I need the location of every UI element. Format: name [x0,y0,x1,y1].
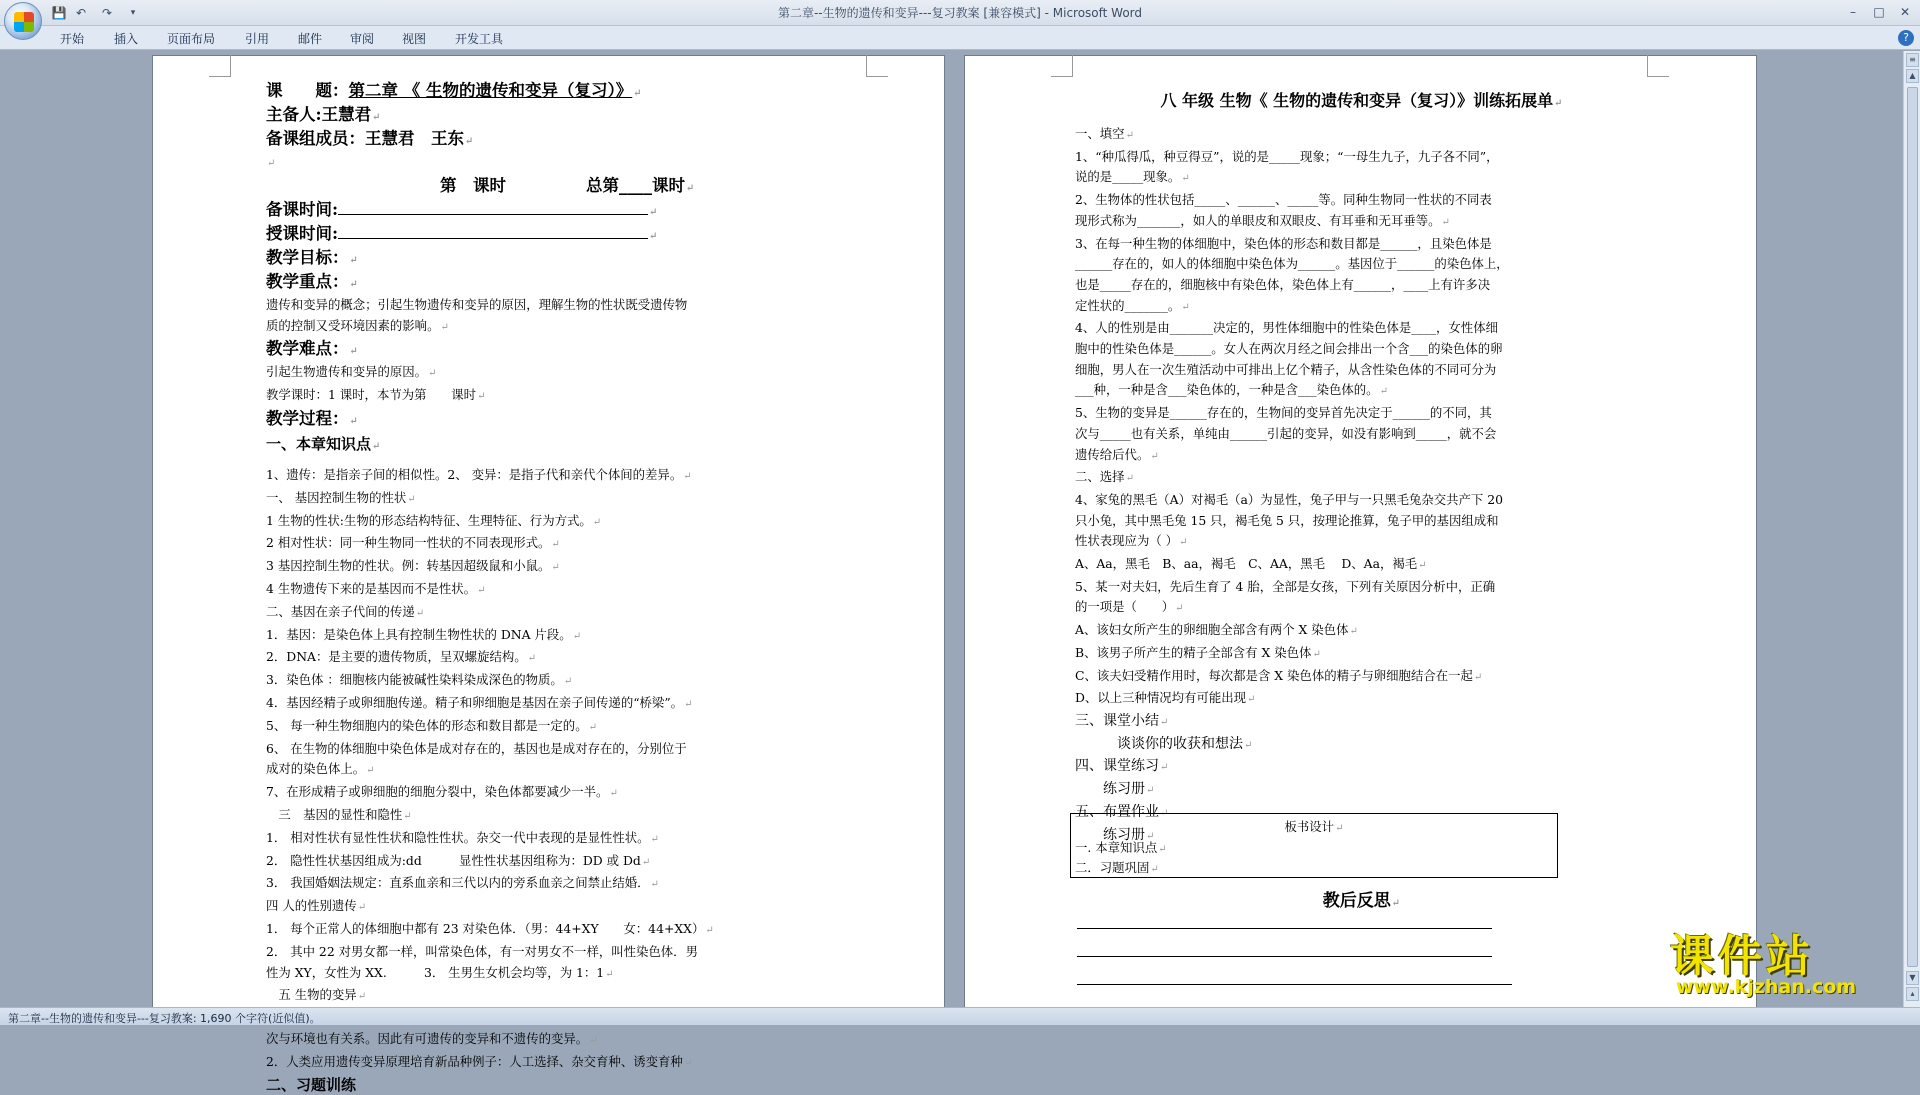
knowledge-item: 性为 XY，女性为 XX. 3． 生男生女机会均等，为 1：1 [266,964,605,980]
knowledge-item: 三 基因的显性和隐性 [266,806,403,822]
redo-icon[interactable]: ↷ [101,6,113,20]
help-icon[interactable]: ? [1898,30,1914,46]
knowledge-item: 6、 在生物的体细胞中染色体是成对存在的，基因也是成对存在的，分别位于 [266,740,687,756]
undo-icon[interactable]: ↶ [75,6,87,20]
worksheet-line: 四、课堂练习 [1075,758,1159,775]
knowledge-item: 四 人的性别遗传 [266,898,357,914]
group-members: 备课组成员：王慧君 王东 [266,129,464,148]
worksheet-line: 三、课堂小结 [1075,712,1159,729]
worksheet-line: D、以上三种情况均有可能出现 [1075,690,1247,706]
crop-mark [1051,55,1073,77]
status-text: 第二章--生物的遗传和变异---复习教案: 1,690 个字符(近似值)。 [8,1012,321,1025]
title-bar [0,0,1920,26]
worksheet-line: 说的是_____现象。 [1075,169,1181,185]
board-design-box [1070,813,1558,878]
worksheet-line: 性状表现应为（ ） [1075,533,1179,549]
minimize-button[interactable]: – [1850,5,1856,19]
crop-mark [1647,55,1669,77]
lesson-hour: 第 课时 [440,175,506,195]
worksheet-line: ______存在的，如人的体细胞中染色体为______。基因位于______的染色体上， [1075,256,1509,272]
knowledge-item: 5、 每一种生物细胞内的染色体的形态和数目都是一定的。 [266,717,588,733]
knowledge-item: 3．染色体 ：细胞核内能被碱性染料染成深色的物质。 [266,672,563,688]
prep-time-label: 备课时间: [266,199,339,219]
knowledge-item: 二、基因在亲子代间的传递 [266,603,415,619]
tab-page-layout[interactable]: 页面布局 [167,32,216,46]
worksheet-line: ___种，一种是含___染色体的，一种是含___染色体的。 [1075,382,1379,398]
worksheet-line: 3、在每一种生物的体细胞中，染色体的形态和数目都是______，且染色体是 [1075,235,1492,251]
worksheet-line: A、该妇女所产生的卵细胞全部含有两个 X 染色体 [1075,622,1349,638]
tab-developer[interactable]: 开发工具 [455,32,504,46]
worksheet-line: 练习册 [1075,781,1145,798]
document-page-2[interactable] [964,55,1757,1015]
process-label: 教学过程： [266,408,349,428]
knowledge-item: 4 生物遗传下来的是基因而不是性状。 [266,580,477,596]
knowledge-item: 1． 每个正常人的体细胞中都有 23 对染色体．（男：44+XY 女：44+XX） [266,920,705,936]
worksheet-line: 次与_____也有关系，单纯由______引起的变异，如没有影响到_____，就不会 [1075,425,1497,441]
section-heading: 二、习题训练 [266,1075,357,1094]
ribbon-tabs [0,26,1920,50]
tab-home[interactable]: 开始 [60,32,85,46]
topic-value: 第二章 《 生物的遗传和变异（复习）》 [348,81,633,100]
knowledge-item: 3 基因控制生物的性状。例：转基因超级鼠和小鼠。 [266,558,551,574]
knowledge-item: 1 生物的性状:生物的形态结构特征、生理特征、行为方式。 [266,512,592,528]
worksheet-line: C、该夫妇受精作用时，每次都是含 X 染色体的精子与卵细胞结合在一起 [1075,667,1473,683]
knowledge-item: 2． 其中 22 对男女都一样，叫常染色体，有一对男女不一样，叫性染色体．男 [266,943,698,959]
knowledge-item: 2． 隐性性状基因组成为:dd 显性性状基因组称为：DD 或 Dd [266,852,641,868]
worksheet-line: 一、填空 [1075,126,1125,141]
reflection-heading: 教后反思↵ [1322,891,1401,911]
reflection-line [1077,928,1492,929]
scroll-thumb[interactable] [1907,87,1918,967]
scroll-up-icon[interactable]: ▲ [1906,69,1919,83]
board-item: 一. 本章知识点↵ [1075,840,1167,855]
crop-mark [866,55,888,77]
key-points-text: 遗传和变异的概念；引起生物遗传和变异的原因，理解生物的性状既受遗传物 [266,296,688,312]
customize-toolbar-icon[interactable]: ▾ [130,8,136,18]
knowledge-item: 3． 我国婚姻法规定：直系血亲和三代以内的旁系血亲之间禁止结婚． [266,875,650,891]
knowledge-item: 1、遗传：是指亲子间的相似性。2、 变异：是指子代和亲代个体间的差异。 [266,466,683,482]
worksheet-line: 五、布置作业 [1075,803,1159,820]
worksheet-line: 的一项是（ ） [1075,599,1175,615]
worksheet-line: 1、“种瓜得瓜，种豆得豆”，说的是_____现象；“一母生九子，九子各不同”， [1075,148,1499,164]
office-button[interactable] [4,2,42,40]
vertical-scrollbar[interactable] [1903,51,1920,1007]
knowledge-item: 1． 相对性状有显性性状和隐性性状。杂交一代中表现的是显性性状。 [266,829,650,845]
worksheet-line: B、该男子所产生的精子全部含有 X 染色体 [1075,644,1312,660]
scroll-down-icon[interactable]: ▼ [1906,971,1919,985]
worksheet-line: 只小兔，其中黑毛兔 15 只，褐毛兔 5 只，按理论推算，兔子甲的基因组成和 [1075,512,1499,528]
crop-mark [209,55,231,77]
knowledge-item: 次与环境也有关系。因此有可遗传的变异和不遗传的变异。 [266,1030,589,1046]
worksheet-line: 练习册 [1075,826,1145,843]
section-heading: 一、本章知识点 [266,434,372,453]
knowledge-item: 成对的染色体上。 [266,761,366,777]
office-logo-icon [14,12,34,32]
watermark-name: 课件站 [1670,931,1814,982]
tab-insert[interactable]: 插入 [114,32,139,46]
prev-page-icon[interactable]: ▴ [1906,987,1919,1001]
watermark-logo [1670,920,1910,1000]
lesson-total: 总第____课时 [586,175,685,195]
key-points-text: 质的控制又受环境因素的影响。 [266,317,440,333]
worksheet-title: 八 年级 生物《 生物的遗传和变异（复习）》训练拓展单↵ [1160,91,1563,110]
knowledge-item: 4．基因经精子或卵细胞传递。精子和卵细胞是基因在亲子间传递的“桥梁”。 [266,694,684,710]
topic-label: 课 题： [266,81,349,100]
worksheet-line: 4、人的性别是由_______决定的，男性体细胞中的性染色体是____，女性体细 [1075,320,1498,336]
tab-references[interactable]: 引用 [245,32,270,46]
worksheet-line: 谈谈你的收获和想法 [1075,735,1243,752]
worksheet-line: 5、生物的变异是______存在的，生物间的变异首先决定于______的不同，其 [1075,405,1492,421]
close-button[interactable]: ✕ [1899,5,1911,19]
difficult-label: 教学难点： [266,339,349,359]
worksheet-line: 4、家兔的黑毛（A）对褐毛（a）为显性，兔子甲与一只黑毛兔杂交共产下 20 [1075,491,1504,507]
worksheet-line: 细胞，男人在一次生殖活动中可排出上亿个精子，从含性染色体的不同可分为 [1075,361,1497,377]
worksheet-line: 5、某一对夫妇，先后生育了 4 胎，全部是女孩，下列有关原因分析中，正确 [1075,578,1496,594]
worksheet-text: 一、填空↵ 1、“种瓜得瓜，种豆得豆”，说的是_____现象；“一母生九子，九子各不同”， 说的是_____现象。↵ 2、生物体的性状包括_____、______、_____等。同种生物同一性状的不同表 现形式称为_______，如人的单眼皮和双眼皮、有耳垂和无耳垂等。↵ 3、在每一种生物的体细胞中，染色体的形态和数目都是______，且染色体是 ______存在的，如人的体细胞中染色体为______。基因位于______的染色体上， 也是_____存在的，细胞核中有染色体，染色体上有______，____上有许多决 定性状的_______。↵ 4、人的性别是由_______决定的，男性体细胞中的性染色体是____，女性体细 胞中的性染色体是______。女人在两次月经之间会排出一个含___的染色体的卵 细胞，男人在一次生殖活动中可排出上亿个精子，从含性染色体的不同可分为 ___种，一种是含___染色体的，一种是含___染色体的。↵ 5、生物的变异是______存在的，生物间的变异首先决定于______的不同，其 次与_____也有关系，单纯由______引起的变异，如没有影响到_____，就不会 遗传给后代。↵ 二、选择↵ 4、家兔的黑毛（A）对褐毛（a）为显性，兔子甲与一只黑毛兔杂交共产下 20 只小兔，其中黑毛兔 15 只，褐毛兔 5 只，按理论推算，兔子甲的基因组成和 性状表现应为（ ）↵ A、Aa，黑毛 B、aa，褐毛 C、AA，黑毛 D、Aa，褐毛↵ 5、某一对夫妇，先后生育了 4 胎，全部是女孩，下列有关原因分析中，正确 的一项是（ ）↵ A、该妇女所产生的卵细胞全部含有两个 X 染色体↵ B、该男子所产生的精子全部含有 X 染色体↵ C、该夫妇受精作用时，每次都是含 X 染色体的精子与卵细胞结合在一起↵ D、以上三种情况均有可能出现↵ 三、课堂小结↵ 谈谈你的收获和想法↵ 四、课堂练习↵ 练习册↵ 五、布置作业↵ 练习册↵ [1075,126,1509,843]
worksheet-line: 现形式称为_______，如人的单眼皮和双眼皮、有耳垂和无耳垂等。 [1075,212,1441,228]
knowledge-item: 7、在形成精子或卵细胞的细胞分裂中，染色体都要减少一半。 [266,784,609,800]
worksheet-line: 定性状的_______。 [1075,297,1181,313]
save-icon[interactable]: 💾 [51,6,67,20]
window-title: 第二章--生物的遗传和变异---复习教案 [兼容模式] - Microsoft Word [777,6,1143,20]
maximize-button[interactable]: □ [1873,5,1885,19]
status-bar [0,1007,1920,1025]
tab-review[interactable]: 审阅 [350,32,375,46]
tab-mailings[interactable]: 邮件 [298,32,323,46]
knowledge-item: 2．人类应用遗传变异原理培育新品种例子：人工选择、杂交育种、诱变育种 [266,1053,683,1069]
watermark-url: www.kjzhan.com [1676,976,1857,998]
knowledge-item: 2 相对性状：同一种生物同一性状的不同表现形式。 [266,535,551,551]
worksheet-line: 二、选择 [1075,469,1125,485]
board-title: 板书设计↵ [1284,819,1344,834]
knowledge-item: 2．DNA：是主要的遗传物质，呈双螺旋结构。 [266,649,527,665]
goal-label: 教学目标： [266,247,349,267]
class-hours: 教学课时：1 课时，本节为第 课时 [266,387,477,403]
tab-view[interactable]: 视图 [402,32,427,46]
teach-time-label: 授课时间: [266,223,339,243]
preparer: 主备人:王慧君 [266,105,372,124]
lesson-plan-text: 课 题：第二章 《 生物的遗传和变异（复习）》↵ 主备人:王慧君↵ 备课组成员：王慧君 王东↵ ↵ 第 课时 总第____课时↵ 备课时间: ↵ 授课时间: ↵ 教学目标：↵ 教学重点：↵ 遗传和变异的概念；引起生物遗传和变异的原因，理解生物的性状既受遗传物 质的控制又受环境因素的影响。↵ 教学难点：↵ 引起生物遗传和变异的原因。↵ 教学课时：1 课时，本节为第 课时↵ 教学过程：↵ 一、本章知识点↵ 1、遗传：是指亲子间的相似性。2、 变异：是指子代和亲代个体间的差异。↵ 一、 基因控制生物的性状↵ 1 生物的性状:生物的形态结构特征、生理特征、行为方式。↵ 2 相对性状：同一种生物同一性状的不同表现形式。↵ 3 基因控制生物的性状。例：转基因超级鼠和小鼠。↵ 4 生物遗传下来的是基因而不是性状。↵ 二、基因在亲子代间的传递↵ 1．基因：是染色体上具有控制生物性状的 DNA 片段。↵ 2．DNA：是主要的遗传物质，呈双螺旋结构。↵ 3．染色体 ：细胞核内能被碱性染料染成深色的物质。↵ 4．基因经精子或卵细胞传递。精子和卵细胞是基因在亲子间传递的“桥梁”。↵ 5、 每一种生物细胞内的染色体的形态和数目都是一定的。↵ 6、 在生物的体细胞中染色体是成对存在的，基因也是成对存在的，分别位于 成对的染色体上。↵ 7、在形成精子或卵细胞的细胞分裂中，染色体都要减少一半。↵ 三 基因的显性和隐性↵ 1． 相对性状有显性性状和隐性性状。杂交一代中表现的是显性性状。↵ 2． 隐性性状基因组成为:dd 显性性状基因组称为：DD 或 Dd↵ 3． 我国婚姻法规定：直系血亲和三代以内的旁系血亲之间禁止结婚．↵ 四 人的性别遗传↵ 1． 每个正常人的体细胞中都有 23 对染色体．（男：44+XY 女：44+XX）↵ 2． 其中 22 对男女都一样，叫常染色体，有一对男女不一样，叫性染色体．男 性为 XY，女性为 XX. 3． 生男生女机会均等，为 1：1↵ 五 生物的变异↵ 次与环境也有关系。因此有可遗传的变异和不遗传的变异。↵ 2．人类应用遗传变异原理培育新品种例子：人工选择、杂交育种、诱变育种↵ 二、习题训练 [266,81,714,1094]
reflection-line [1077,956,1492,957]
knowledge-item: 五 生物的变异 [266,987,357,1003]
worksheet-line: 遗传给后代。 [1075,446,1150,462]
reflection-line [1077,984,1512,985]
knowledge-item: 1．基因：是染色体上具有控制生物性状的 DNA 片段。 [266,626,572,642]
worksheet-line: 胞中的性染色体是______。女人在两次月经之间会排出一个含___的染色体的卵 [1075,341,1503,357]
board-item: 二．习题巩固↵ [1075,860,1159,875]
knowledge-item: 一、 基因控制生物的性状 [266,489,407,505]
key-points-label: 教学重点： [266,271,349,291]
difficult-text: 引起生物遗传和变异的原因。 [266,364,428,380]
ruler-toggle-icon[interactable]: ≡ [1906,53,1919,67]
worksheet-line: 2、生物体的性状包括_____、______、_____等。同种生物同一性状的不同表 [1075,192,1492,208]
worksheet-line: A、Aa，黑毛 B、aa，褐毛 C、AA，黑毛 D、Aa，褐毛 [1075,556,1418,572]
worksheet-line: 也是_____存在的，细胞核中有染色体，染色体上有______，____上有许多决 [1075,276,1491,292]
